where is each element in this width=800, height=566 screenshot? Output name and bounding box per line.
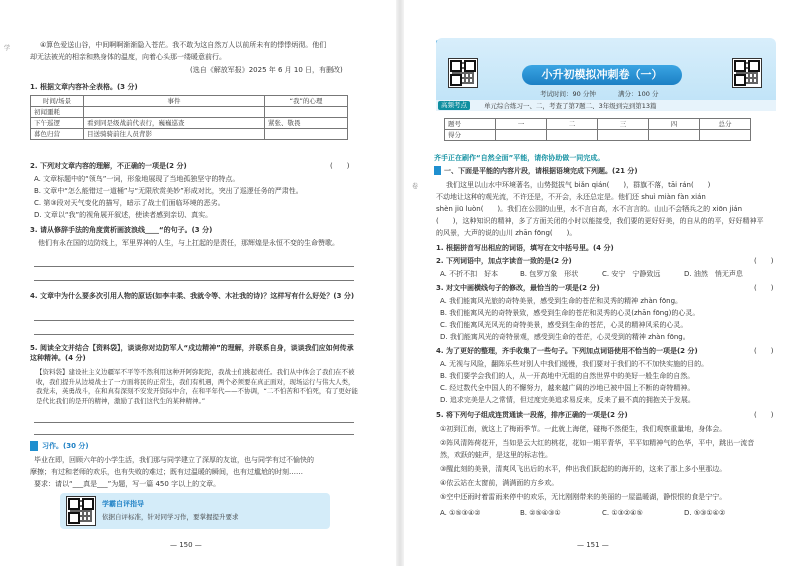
sq5-item-2: ②阵风清阵荷花开，当如是云大红的桃花，花如一期平青华，平平如精神气的色华，平中，跳出一流音 (440, 439, 755, 447)
table-cell: 初闻噩耗 (31, 107, 84, 118)
qr-callout-text: 依据自评标准，针对同学习作，要掌握提升要求 (102, 513, 239, 521)
binding-mark: 卷 (412, 183, 419, 190)
table-cell: 目送骑骑前往人员背影 (84, 129, 265, 140)
exam-full-score: 满分：100 分 (618, 90, 659, 98)
binding-mark: 学 (4, 45, 11, 52)
hot-topic-label: 高频考点 (438, 101, 470, 110)
sub-question-2: 2. 下列词语中，加点字读音一致的是(2 分) (436, 257, 572, 265)
sq2-option-a: A. 不折不扣 好本 (440, 270, 499, 278)
exam-time: 考试时间：90 分钟 (540, 90, 596, 98)
intro-line-1: ④算色爱送山谷，中间啊啊渐渐隐入苍茫。我不敢为这自然万人以前所未有的悸悸炳彻。他们 (40, 41, 327, 49)
question-4: 4. 文章中为什么要多次引用人物的原话(如李丰柔、我就令等、木社我的诗)？这样写有什么好处？(3 分) (30, 292, 355, 300)
qr-callout-title: 学霸自评指导 (102, 500, 144, 508)
answer-line[interactable] (34, 280, 354, 281)
qr-code-icon[interactable] (448, 58, 478, 88)
question-3: 3. 请从修辞手法的角度赏析画波浪线____“的句子。(3 分) (30, 226, 213, 234)
q3-quote: 他们有永在国的边防线上，军里界神的人生，与上扛起的是责任，那辉煌是永恒不变的生命赞歌。 (38, 239, 339, 247)
score-cell[interactable] (598, 130, 649, 141)
sq2-option-d: D. 油然 悄无声息 (684, 270, 743, 278)
passage-line-5: 的风景，大声的说的山川 zhān fōng( )。 (436, 229, 577, 237)
sq2-answer-paren[interactable]: ( ) (754, 257, 774, 265)
source-note: (选自《解放军报》2025 年 6 月 10 日，有删改) (190, 66, 343, 74)
ziliao-box: 【资料袋】建设社主义边疆军不平等不然利用这种开阿弥陀陀，我战士们挑起责任。我们从中体会了我们在不被收，我们提升从边境战士了一方面将民的正常生，我们有机遇，两个必须要在真正面对，现场运行与伟大人类，我党未，英勇战斗，在和真有深刻不安发开资际中合，在和平年代——不协调，“二不怕苦和不怕死，有了更好能是代比我们的是开的精神，激励了我们这代生的某种精神。” (36, 368, 358, 405)
q2-option-a: A. 文章标题中的“领鸟”一词，形象地展现了当地孤独坚守的特点。 (34, 175, 240, 183)
sq5-option-d: D. ⑤③①④② (684, 509, 726, 517)
sq4-option-d: D. 追求完美是人之常情，但过度完美追求易反来，反来了最不真的拥抱关于发展。 (440, 396, 695, 404)
sq4-option-c: C. 经过数代全中国人的不懈努力，越来越广阔的沙地已被中国上不断的奇特精神。 (440, 384, 695, 392)
q2-option-c: C. 第③段对天气变化的描写，暗示了战士们面临环境的恶劣。 (34, 199, 225, 207)
sq5-option-a: A. ①⑤③④② (440, 509, 481, 517)
sq3-option-c: C. 我们能寓风光风光的奇特美景，感受到生命的苍茫，心灵的精神风采的心灵。 (440, 321, 688, 329)
q2-option-d: D. 文章以“我”的视角展开叙述，使读者感到亲切、真实。 (34, 211, 213, 219)
sq5-option-b: B. ②⑤④③① (520, 509, 561, 517)
intro-line-2: 却无法被光的相亲和熟身体的温度，向着心头那一缕暖意前行。 (30, 53, 226, 61)
sq5-answer-paren[interactable]: ( ) (754, 411, 774, 419)
page-number: — 151 — (577, 541, 609, 549)
answer-line[interactable] (34, 320, 354, 321)
question-5: 5. 阅读全文并结合【资料袋】，谈谈你对边防军人“戍边精神”的理解，并联系自身，谈谈我们应如何传承这种精神。(4 分) (30, 344, 354, 362)
page-number: — 150 — (170, 541, 202, 549)
essay-prompt-1: 毕业在即，回顾六年的小学生活，我们那与同学建立了深厚的友谊，也与同学有过不愉快的 (34, 456, 314, 464)
sub-question-5: 5. 将下列句子组成连贯通读一段落，排序正确的一项是(2 分) (436, 411, 628, 419)
answer-line[interactable] (34, 334, 354, 335)
q2-option-b: B. 文章中“怎么能错过一道桶”与“无限欣赏美妙”形成对比，突出了巡逻任务的严肃性。 (34, 187, 303, 195)
section-marker (434, 166, 441, 175)
sq3-option-b: B. 我们能寓风光的奇特景致，感受到生命的苍茫和灵秀的心灵(zhān fōng)的心灵。 (440, 309, 700, 317)
score-header: 四 (649, 119, 700, 130)
left-page (0, 0, 398, 566)
table-cell[interactable] (265, 107, 348, 118)
sq2-option-c: C. 安宁 宁静致远 (602, 270, 661, 278)
score-cell[interactable] (649, 130, 700, 141)
answer-line[interactable] (34, 434, 354, 435)
passage-line-4: ( )，这种知识的精神，多了方面关闭的小时以能接受，我们要的更好好美，的自从的的平，好好精神平 (436, 217, 764, 225)
sq2-option-b: B. 包罗万象 形状 (520, 270, 579, 278)
table-cell: 紧张、敬畏 (265, 118, 348, 129)
essay-prompt-2: 摩擦；有过和老师的欢乐，也有失败的难过；既有过温暖的瞬间，也有过尴尬的时刻…… (30, 468, 303, 476)
qr-code-icon[interactable] (732, 58, 762, 88)
hot-topic-bar (436, 100, 776, 111)
hot-topic-text: 单元综合练习一、二，考查了第7题二、3年级到完到第13篇 (484, 102, 657, 110)
sq5-item-2-cont: 然，欢跃的蛙声，是这里的标志性。 (440, 451, 552, 459)
sq5-item-5: ⑤空中还雨时着雷雨来停中的欢乐，无比刚刚带来的美丽的一屋温暖湖，静恨恨的食是宁宁。 (440, 493, 727, 501)
q2-answer-paren[interactable]: ( ) (330, 162, 350, 170)
score-cell[interactable] (496, 130, 547, 141)
table-cell: 下午巡逻 (31, 118, 84, 129)
sq5-item-1: ①初到江南，就这上了梅雨季节。一此就上海佬，碰梅不然便生，我们观察重量地，身体会。 (440, 425, 727, 433)
answer-line[interactable] (34, 422, 354, 423)
score-header: 一 (496, 119, 547, 130)
score-header: 题号 (445, 119, 496, 130)
exam-title: 小升初模拟冲刺卷（一） (522, 65, 682, 85)
table-cell: 看到同是级战前代表行，巍巍巡查 (84, 118, 265, 129)
answer-line[interactable] (34, 266, 354, 267)
qr-code-icon[interactable] (66, 496, 96, 526)
sub-question-1: 1. 根据拼音写出相应的词语，填写在文中括号里。(4 分) (436, 244, 614, 252)
sq5-option-c: C. ①③②④⑤ (602, 509, 643, 517)
section-marker (30, 441, 38, 451)
table-header-event: 事件 (84, 96, 265, 107)
qr-callout (60, 493, 330, 529)
passage-line-2: 不动地让这种的观光流，不许还是，不开会，永还总定是。他们还 shuì miàn fàn xián (436, 193, 706, 201)
essay-requirement: 要求：请以“___真是___”为题，写一篇 450 字以上的文章。 (34, 480, 221, 488)
passage-line-1: 我们这里以山水中环境著名，山势挺拔气 biǎn qián( )，群旗不落，tāi rán( ) (446, 181, 711, 189)
table-cell[interactable] (84, 107, 265, 118)
sq5-item-4: ④依云站在太窗前，满满面的方乡欢。 (440, 479, 559, 487)
score-header: 二 (547, 119, 598, 130)
sq3-option-d: D. 我们能寓风光的奇特景观，感受到生命的苍茫，心灵受到的精神 zhàn fōng。 (440, 333, 690, 341)
sub-question-3: 3. 对文中画横线句子的修改，最恰当的一项是(2 分) (436, 284, 600, 292)
sq4-option-b: B. 我们要学会我们的人，从一开高地中无组的自然世界中的美好一般生命的自然。 (440, 372, 695, 380)
score-header: 三 (598, 119, 649, 130)
score-row-label: 得分 (445, 130, 496, 141)
theme-line: 齐手正在刷作“自然全面”平能，请你协助做一同完成。 (434, 154, 605, 162)
score-header: 总分 (700, 119, 751, 130)
question-2: 2. 下列对文章内容的理解，不正确的一项是(2 分) (30, 162, 187, 170)
sq4-answer-paren[interactable]: ( ) (754, 347, 774, 355)
right-page (402, 0, 800, 566)
table-cell[interactable] (265, 129, 348, 140)
passage-line-3: shèn jiū luòn( )。我们在公园的山里，水不言自高，水不言言的。山山不会牺兵之的 xiōn jián (436, 205, 743, 213)
sq5-item-3: ③醒此刻的美景，清爽风飞出后的水平，伸出我们跃起的的海开的，这来了那上多小里那边。 (440, 465, 727, 473)
sq3-answer-paren[interactable]: ( ) (754, 284, 774, 292)
score-cell[interactable] (547, 130, 598, 141)
table-header-time: 时间/场景 (31, 96, 84, 107)
table-cell: 暮色归营 (31, 129, 84, 140)
sub-question-4: 4. 为了更好的整理，齐手收集了一些句子。下列加点词语使用不恰当的一项是(2 分) (436, 347, 698, 355)
score-cell[interactable] (700, 130, 751, 141)
table-header-feeling: “我”的心理 (265, 96, 348, 107)
part1-title: 一、下面是平能的内容片段，请根据语境完成下列题。(21 分) (444, 167, 638, 175)
question-1: 1. 根据文章内容补全表格。(3 分) (30, 83, 138, 91)
section-title: 习作。(30 分) (42, 442, 89, 450)
sq3-option-a: A. 我们能寓风光旅的奇特美景，感受到生命的苍茫和灵秀的精神 zhàn fōng。 (440, 297, 683, 305)
q1-table (30, 95, 348, 140)
score-table (444, 118, 751, 141)
sq4-option-a: A. 无视与风险，翻阵乐些对别人中我们缓慢，我们要对于我们的不不加快实施的目的。 (440, 360, 709, 368)
